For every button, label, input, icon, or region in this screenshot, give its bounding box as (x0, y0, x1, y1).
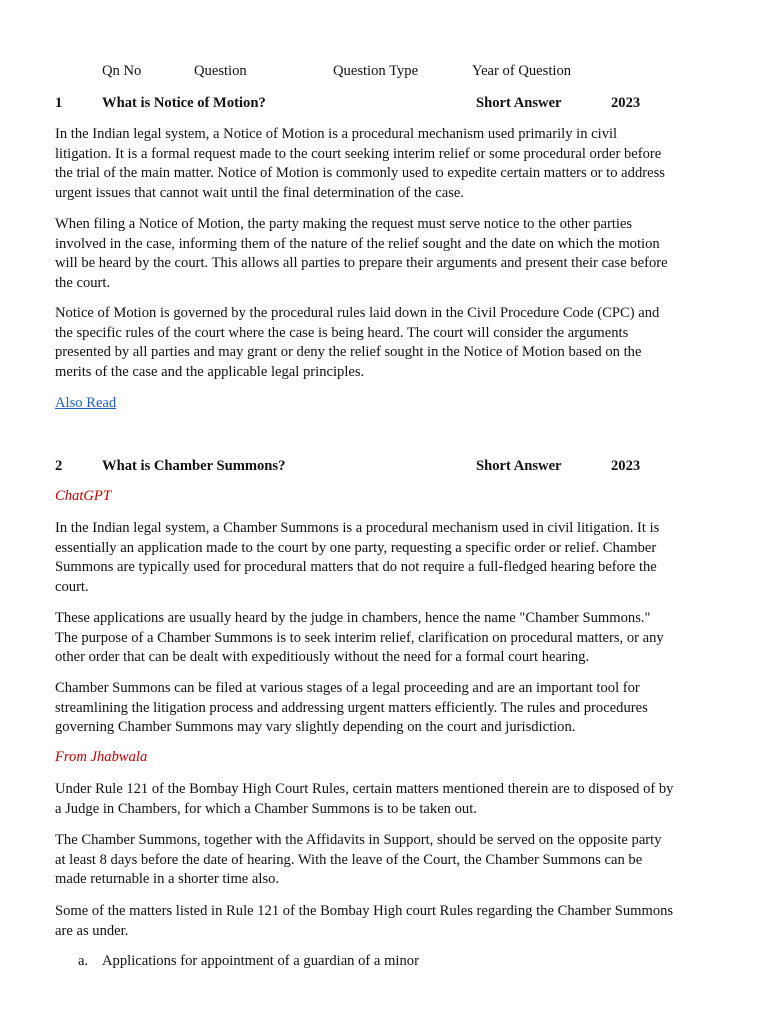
q1-paragraph-2: When filing a Notice of Motion, the party making the request must serve notice to the other parties involved in the case, informing them of the nature of the relief sought and the date on which the motion will be heard by the court. This allows all parties to prepare their arguments and present their case before the court. (55, 216, 668, 291)
q1-year: 2023 (611, 95, 641, 111)
list-item-marker: a. (78, 953, 89, 969)
q1-number: 1 (55, 95, 63, 111)
q2-paragraph-4: Under Rule 121 of the Bombay High Court Rules, certain matters mentioned therein are to disposed of by a Judge in Chambers, for which a Chamber Summons is to be taken out. (55, 781, 674, 817)
header-year: Year of Question (472, 63, 572, 79)
q1-paragraph-3: Notice of Motion is governed by the procedural rules laid down in the Civil Procedure Code (CPC) and the specific rules of the court where the case is being heard. The court will consider the arguments presented by all parties and may grant or deny the relief sought in the Notice of Motion based on the merits of the case and the applicable legal principles. (55, 305, 660, 380)
q2-number: 2 (55, 458, 63, 474)
q2-year: 2023 (611, 458, 641, 474)
q2-paragraph-1: In the Indian legal system, a Chamber Summons is a procedural mechanism used in civil litigation. It is essentially an application made to the court by one party, requesting a specific order or relief. Chamber Summons are typically used for procedural matters that do not require a full-fledged hearing before the court. (55, 520, 660, 595)
q2-paragraph-6: Some of the matters listed in Rule 121 of the Bombay High court Rules regarding the Chamber Summons are as under. (55, 903, 674, 939)
source-jhabwala-label: From Jhabwala (55, 749, 148, 765)
header-question-type: Question Type (333, 63, 419, 79)
q2-paragraph-5: The Chamber Summons, together with the Affidavits in Support, should be served on the opposite party at least 8 days before the date of hearing. With the leave of the Court, the Chamber Summons can be made returnable in a shorter time also. (55, 832, 662, 887)
also-read-link[interactable]: Also Read (55, 395, 117, 411)
q2-paragraph-3: Chamber Summons can be filed at various stages of a legal proceeding and are an important tool for streamlining the litigation process and addressing urgent matters efficiently. The rules and procedures governing Chamber Summons may vary slightly depending on the court and jurisdiction. (55, 680, 648, 735)
q2-type: Short Answer (476, 458, 562, 474)
q2-paragraph-2: These applications are usually heard by the judge in chambers, hence the name "Chamber Summons." The purpose of a Chamber Summons is to seek interim relief, clarification on procedural matters, or any other order that can be dealt with expeditiously without the need for a formal court hearing. (55, 610, 664, 665)
list-item-text: Applications for appointment of a guardian of a minor (102, 953, 419, 969)
q1-question: What is Notice of Motion? (102, 95, 266, 111)
header-question: Question (194, 63, 247, 79)
source-chatgpt-label: ChatGPT (55, 488, 111, 504)
q1-paragraph-1: In the Indian legal system, a Notice of Motion is a procedural mechanism used primarily in civil litigation. It is a formal request made to the court seeking interim relief or some procedural order before the trial of the main matter. Notice of Motion is commonly used to expedite certain matters or to address urgent issues that cannot wait until the final determination of the case. (55, 126, 665, 201)
header-qn-no: Qn No (102, 63, 142, 79)
q2-question: What is Chamber Summons? (102, 458, 286, 474)
q1-type: Short Answer (476, 95, 562, 111)
